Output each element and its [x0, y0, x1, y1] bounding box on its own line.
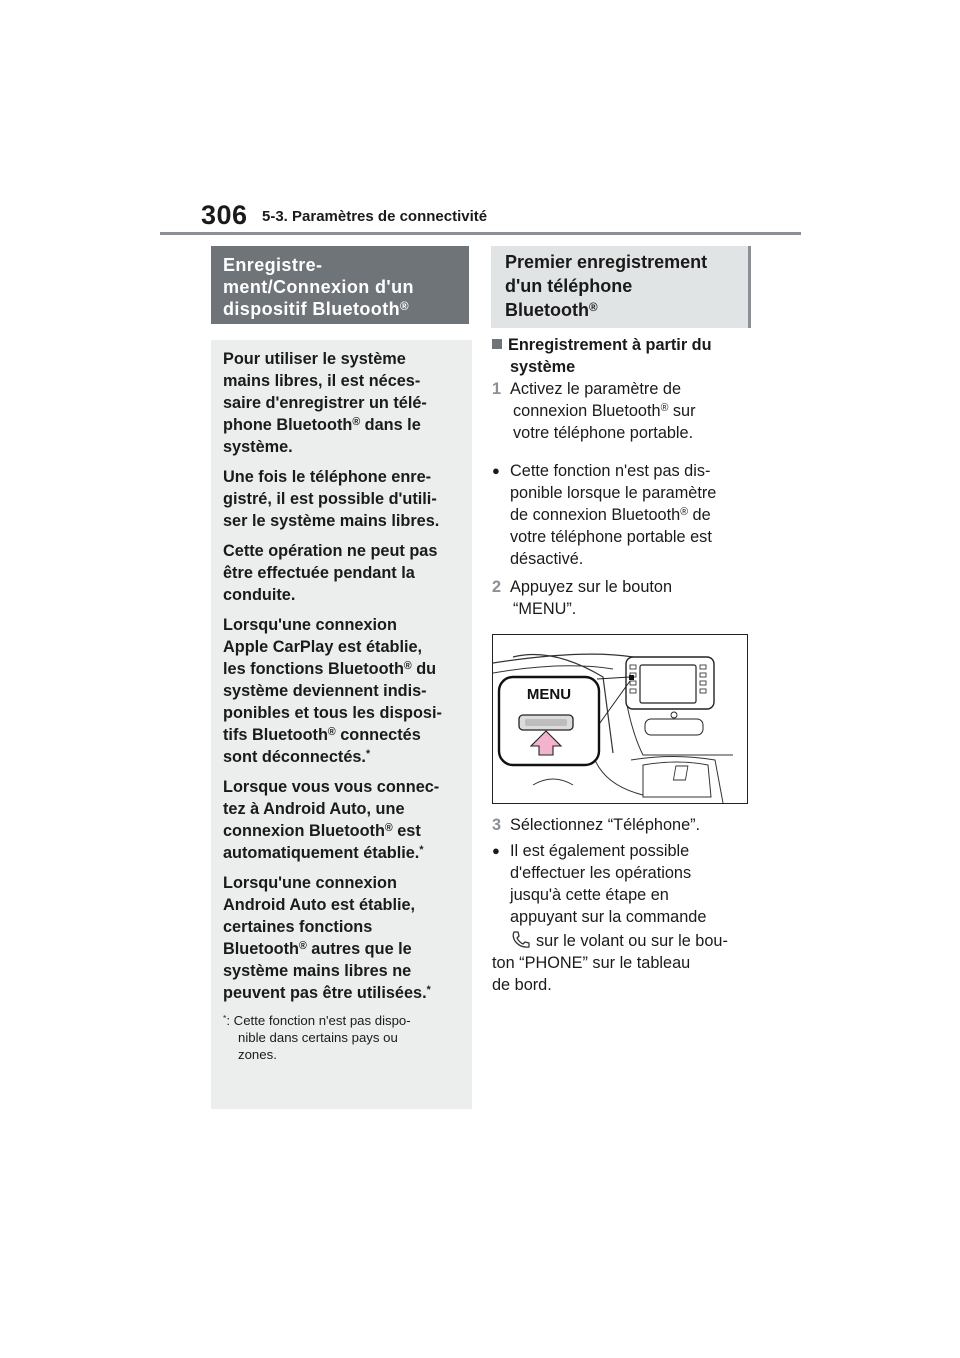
info-paragraph: Lorsqu'une connexion Apple CarPlay est établie, les fonctions Bluetooth® du système deviennent indis- ponibles et tous les disposi- tifs Bluetooth® connectés sont déconnectés.* — [223, 616, 442, 766]
left-heading — [211, 246, 469, 324]
step-number: 1 — [492, 380, 502, 398]
bullet-note-2: ● Il est également possible d'effectuer les opérations jusqu'à cette étape en appuyant sur la commande sur le volant ou sur le bou- ton “PHONE” sur le tableau de bord. — [492, 842, 728, 994]
step-3: 3 Sélectionnez “Téléphone”. — [492, 816, 701, 834]
dashboard-drawing — [493, 635, 747, 803]
info-paragraph: Lorsqu'une connexion Android Auto est établie, certaines fonctions Bluetooth® autres que le système mains libres ne peuvent pas être utilisées.* — [223, 874, 431, 1002]
menu-label: MENU — [526, 686, 572, 703]
left-heading-line: dispositif Bluetooth — [223, 299, 400, 319]
step-number: 3 — [492, 816, 502, 834]
info-paragraph: Pour utiliser le système mains libres, il est néces- saire d'enregistrer un télé- phone Bluetooth® dans le système. — [223, 350, 427, 456]
step-1: 1 Activez le paramètre de connexion Bluetooth® sur votre téléphone portable. — [492, 380, 696, 442]
registered-mark: ® — [399, 299, 409, 313]
info-paragraph: Lorsque vous vous connec- tez à Android Auto, une connexion Bluetooth® est automatiquement établie.* — [223, 778, 440, 862]
bullet-icon: ● — [492, 463, 500, 478]
dashboard-illustration — [492, 634, 748, 804]
left-heading-line: Enregistre- — [223, 255, 323, 275]
square-bullet-icon — [492, 339, 502, 349]
bullet-note-1: ● Cette fonction n'est pas dis- ponible lorsque le paramètre de connexion Bluetooth® de votre téléphone portable est désactivé. — [492, 462, 717, 568]
subheading: Enregistrement à partir du système — [492, 334, 752, 378]
step-number: 2 — [492, 578, 502, 596]
info-paragraph: Une fois le téléphone enre- gistré, il est possible d'utili- ser le système mains libres. — [223, 468, 440, 530]
info-box — [211, 340, 472, 1109]
left-heading-line: ment/Connexion d'un — [223, 277, 414, 297]
section-title: 5-3. Paramètres de connectivité — [262, 208, 488, 225]
phone-icon — [510, 930, 532, 950]
footnote: *: Cette fonction n'est pas dispo- nible dans certains pays ou zones. — [223, 1013, 411, 1062]
page-number: 306 — [201, 200, 248, 230]
info-paragraph: Cette opération ne peut pas être effectuée pendant la conduite. — [223, 542, 438, 604]
header-rule — [160, 232, 801, 235]
right-heading: Premier enregistrement d'un téléphone Bluetooth® — [491, 246, 751, 328]
step-2: 2 Appuyez sur le bouton “MENU”. — [492, 578, 673, 618]
bullet-icon: ● — [492, 843, 500, 858]
